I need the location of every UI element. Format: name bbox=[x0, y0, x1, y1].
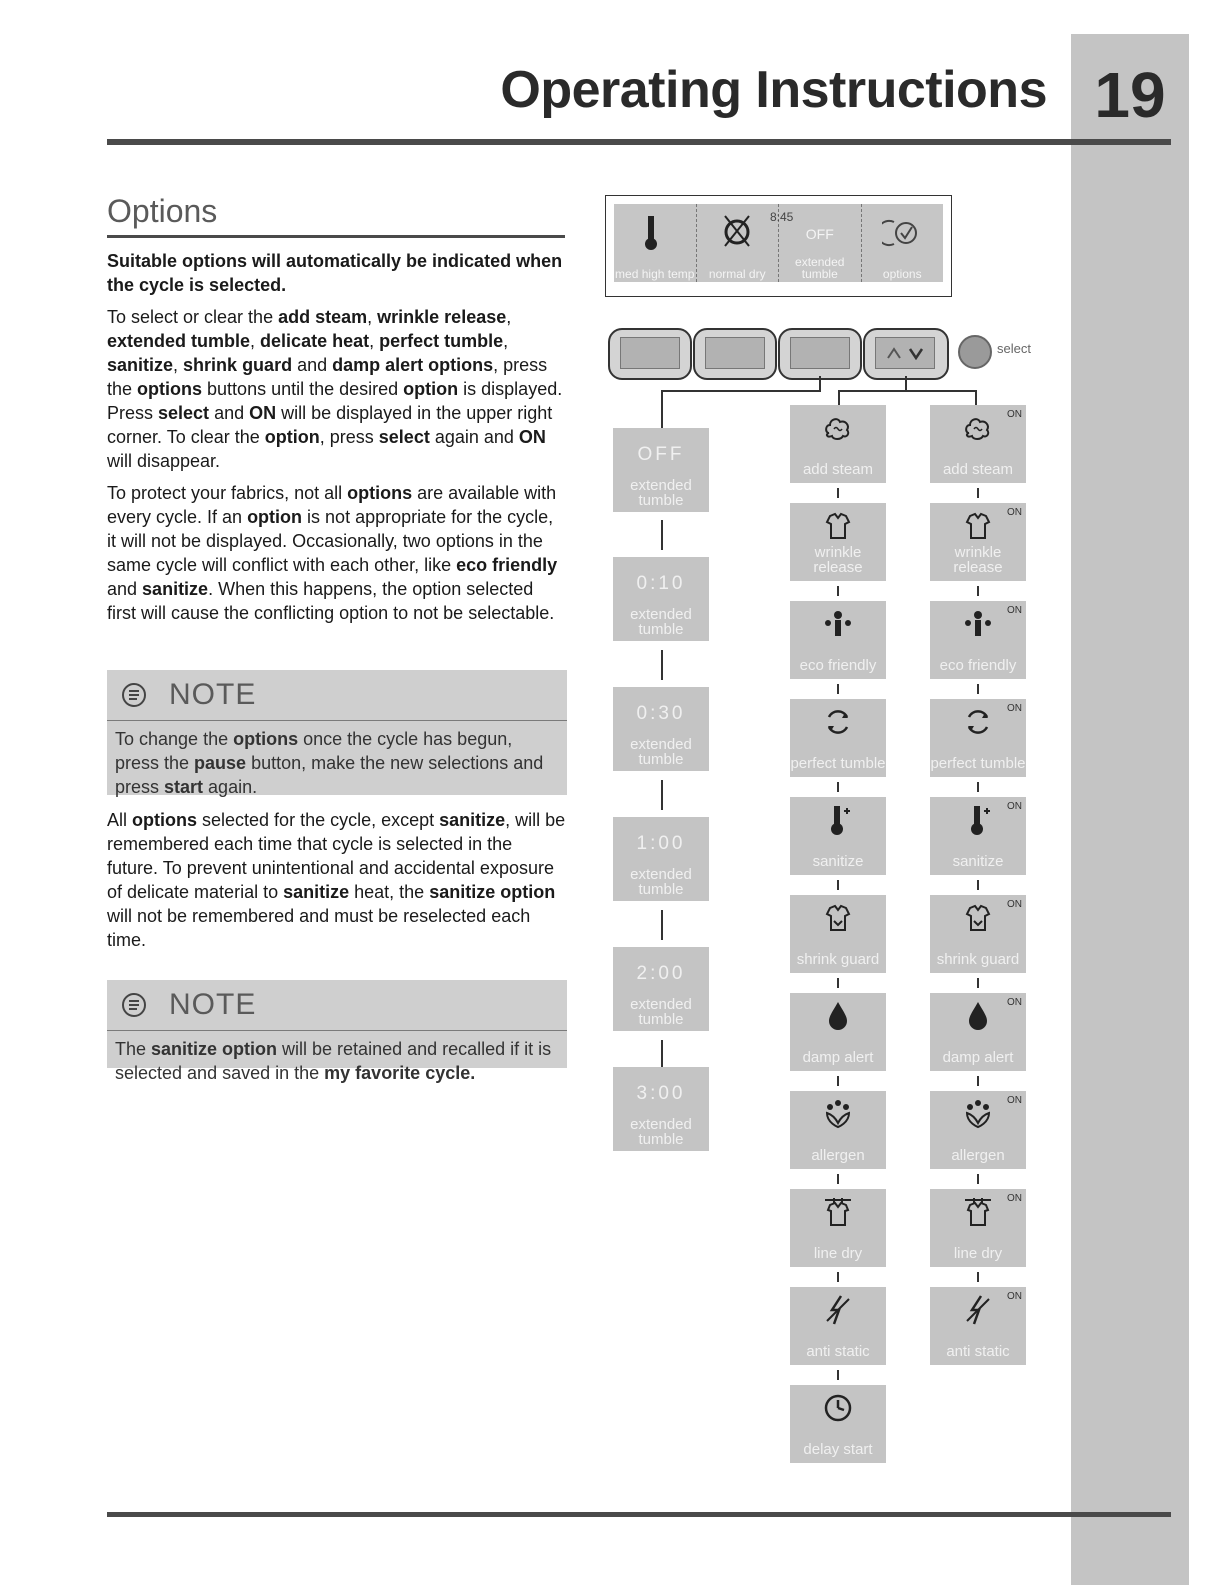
option-label: sanitize bbox=[952, 853, 1004, 870]
option-state: ON bbox=[1007, 507, 1022, 518]
option-state: ON bbox=[1007, 703, 1022, 714]
option-label: wrinkle release bbox=[813, 544, 863, 576]
connector-line bbox=[661, 390, 663, 430]
thermometer-icon bbox=[641, 214, 661, 252]
option-tile bbox=[790, 895, 886, 973]
connector-line bbox=[661, 1040, 663, 1070]
dryness-icon bbox=[719, 212, 755, 248]
connector-line bbox=[977, 1076, 979, 1086]
eco-icon bbox=[790, 607, 886, 641]
option-tile bbox=[790, 1287, 886, 1365]
option-label: delay start bbox=[803, 1441, 873, 1458]
option-state: ON bbox=[1007, 1095, 1022, 1106]
flower-icon bbox=[790, 1097, 886, 1131]
section-heading: Options bbox=[107, 193, 218, 229]
option-state: ON bbox=[1007, 605, 1022, 616]
connector-line bbox=[977, 1272, 979, 1282]
connector-line bbox=[661, 780, 663, 810]
note-title: NOTE bbox=[169, 678, 257, 711]
note-box bbox=[107, 980, 567, 1083]
option-state: ON bbox=[1007, 997, 1022, 1008]
option-tile bbox=[930, 1189, 1026, 1267]
option-label: shrink guard bbox=[796, 951, 880, 968]
option-label: anti static bbox=[946, 1343, 1010, 1360]
display-cell-temp: med high temp bbox=[614, 204, 697, 282]
option-label: perfect tumble bbox=[790, 755, 886, 772]
connector-line bbox=[977, 1174, 979, 1184]
option-tile bbox=[790, 1189, 886, 1267]
option-label: perfect tumble bbox=[930, 755, 1026, 772]
tumble-tile: 0:30 extended tumble bbox=[613, 687, 709, 771]
connector-line bbox=[661, 520, 663, 550]
options-check-icon bbox=[882, 218, 922, 248]
connector-line bbox=[975, 390, 977, 406]
shirt-icon bbox=[790, 509, 886, 543]
control-button-3[interactable] bbox=[778, 328, 862, 380]
option-tile bbox=[930, 797, 1026, 875]
note-body: To change the options once the cycle has begun, press the pause button, make the new selections and press start again. bbox=[115, 729, 544, 797]
option-tile bbox=[930, 1091, 1026, 1169]
connector-line bbox=[977, 782, 979, 792]
option-tile bbox=[790, 1385, 886, 1463]
chevron-down-icon bbox=[908, 346, 924, 360]
note-body: The sanitize option will be retained and recalled if it is selected and saved in the my favorite cycle. bbox=[115, 1039, 552, 1083]
connector-line bbox=[837, 782, 839, 792]
option-label: damp alert bbox=[802, 1049, 874, 1066]
connector-line bbox=[837, 1272, 839, 1282]
connector-line bbox=[837, 586, 839, 596]
option-tile bbox=[790, 993, 886, 1071]
option-label: sanitize bbox=[812, 853, 864, 870]
option-state: ON bbox=[1007, 409, 1022, 420]
option-label: line dry bbox=[953, 1245, 1003, 1262]
option-label: add steam bbox=[802, 461, 874, 478]
option-tile bbox=[930, 993, 1026, 1071]
option-tile bbox=[790, 1091, 886, 1169]
note-icon bbox=[121, 992, 147, 1018]
option-tile bbox=[930, 1287, 1026, 1365]
header-rule bbox=[107, 139, 1171, 145]
option-label: anti static bbox=[806, 1343, 870, 1360]
connector-line bbox=[837, 1076, 839, 1086]
connector-line bbox=[905, 376, 907, 392]
control-button-1[interactable] bbox=[608, 328, 692, 380]
option-label: damp alert bbox=[942, 1049, 1014, 1066]
side-tab bbox=[1071, 34, 1189, 1585]
connector-line bbox=[977, 684, 979, 694]
drop-icon bbox=[790, 999, 886, 1033]
line-dry-icon bbox=[790, 1195, 886, 1229]
options-button[interactable] bbox=[863, 328, 949, 380]
option-tile bbox=[790, 405, 886, 483]
option-state: ON bbox=[1007, 899, 1022, 910]
static-icon bbox=[790, 1293, 886, 1327]
display-cell-dry: normal dry bbox=[697, 204, 780, 282]
option-tile bbox=[930, 895, 1026, 973]
paragraph-remembered-options: All options selected for the cycle, except sanitize, will be remembered each time that cycle is selected in the future. To prevent unintentional and accidental exposure of delicate material to sanitize heat, the sanitize option will not be remembered and must be reselected each time. bbox=[107, 810, 566, 950]
clock-icon bbox=[790, 1391, 886, 1425]
note-title: NOTE bbox=[169, 988, 257, 1021]
steam-icon bbox=[790, 411, 886, 445]
connector-line bbox=[977, 978, 979, 988]
option-state: ON bbox=[1007, 801, 1022, 812]
connector-line bbox=[977, 586, 979, 596]
section-rule bbox=[107, 235, 565, 238]
page-number: 19 bbox=[1094, 59, 1166, 131]
option-label: line dry bbox=[813, 1245, 863, 1262]
connector-line bbox=[837, 978, 839, 988]
connector-line bbox=[819, 376, 821, 392]
chevron-up-icon bbox=[886, 346, 902, 360]
tumble-tile: 0:10 extended tumble bbox=[613, 557, 709, 641]
paragraph-select-options: To select or clear the add steam, wrinkle release, extended tumble, delicate heat, perfect tumble, sanitize, shrink guard and damp alert options, press the options buttons until the desired option is displayed. Press select and ON will be displayed in the upper right corner. To clear the option, press select again and ON will disappear. bbox=[107, 307, 563, 471]
footer-rule bbox=[107, 1512, 1171, 1517]
connector-line bbox=[837, 1370, 839, 1380]
option-state: ON bbox=[1007, 1193, 1022, 1204]
option-label: shrink guard bbox=[936, 951, 1020, 968]
note-box bbox=[107, 670, 567, 795]
tumble-tile: OFF extended tumble bbox=[613, 428, 709, 512]
connector-line bbox=[838, 390, 840, 406]
control-button-2[interactable] bbox=[693, 328, 777, 380]
option-tile bbox=[790, 503, 886, 581]
connector-line bbox=[838, 390, 976, 392]
display-cell-options: options bbox=[862, 204, 944, 282]
page-title: Operating Instructions bbox=[500, 61, 1047, 119]
connector-line bbox=[977, 880, 979, 890]
option-label: add steam bbox=[942, 461, 1014, 478]
paragraph-protect-fabrics: To protect your fabrics, not all options are available with every cycle. If an option is not appropriate for the cycle, it will not be displayed. Occasionally, two options in the same cycle will conflict with each other, like eco friendly and sanitize. When this happens, the option selected first will cause the conflicting option to not be selectable. bbox=[107, 483, 558, 623]
select-button[interactable] bbox=[958, 335, 992, 369]
option-tile bbox=[930, 699, 1026, 777]
connector-line bbox=[837, 488, 839, 498]
option-label: allergen bbox=[811, 1147, 865, 1164]
shrink-shirt-icon bbox=[790, 901, 886, 935]
connector-line bbox=[661, 650, 663, 680]
option-label: eco friendly bbox=[799, 657, 877, 674]
display-time: 8:45 bbox=[770, 210, 794, 224]
option-tile bbox=[790, 601, 886, 679]
connector-line bbox=[837, 880, 839, 890]
select-label: select bbox=[997, 341, 1031, 356]
connector-line bbox=[837, 1174, 839, 1184]
thermometer-plus-icon bbox=[790, 803, 886, 837]
option-tile bbox=[930, 503, 1026, 581]
display-cell-tumble: OFF extended tumble bbox=[779, 204, 862, 282]
connector-line bbox=[661, 910, 663, 940]
lead-paragraph: Suitable options will automatically be indicated when the cycle is selected. bbox=[107, 251, 563, 295]
option-label: allergen bbox=[951, 1147, 1005, 1164]
tumble-tile: 2:00 extended tumble bbox=[613, 947, 709, 1031]
option-tile bbox=[790, 699, 886, 777]
tumble-tile: 1:00 extended tumble bbox=[613, 817, 709, 901]
option-label: eco friendly bbox=[939, 657, 1017, 674]
connector-line bbox=[837, 684, 839, 694]
option-tile bbox=[930, 405, 1026, 483]
connector-line bbox=[977, 488, 979, 498]
option-tile bbox=[930, 601, 1026, 679]
note-icon bbox=[121, 682, 147, 708]
tumble-tile: 3:00 extended tumble bbox=[613, 1067, 709, 1151]
connector-line bbox=[661, 390, 821, 392]
option-label: wrinkle release bbox=[953, 544, 1003, 576]
option-tile bbox=[790, 797, 886, 875]
option-state: ON bbox=[1007, 1291, 1022, 1302]
tumble-icon bbox=[790, 705, 886, 739]
